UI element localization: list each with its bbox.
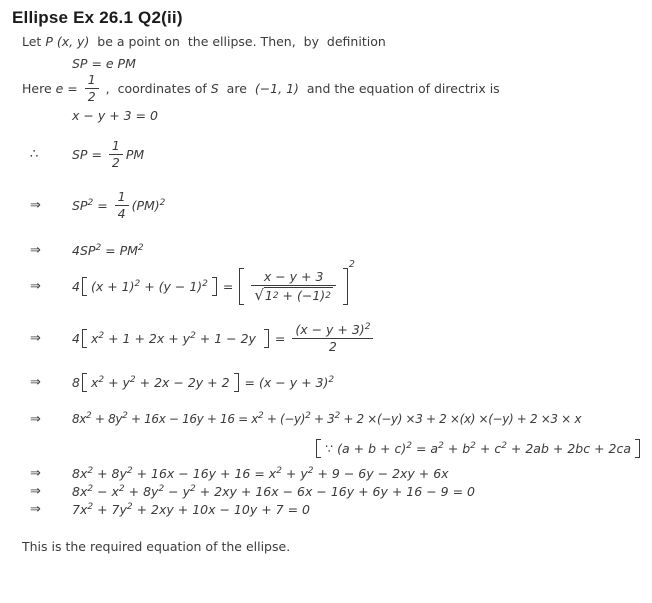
bracketed-group: [316, 439, 640, 458]
implies-symbol: ⇒: [30, 243, 41, 258]
bracket-content: [321, 439, 635, 458]
step-distance-formula: [12, 259, 646, 305]
math-text: 1: [117, 189, 126, 204]
therefore-symbol: ∴: [30, 147, 39, 162]
step-simplified-rhs: [12, 466, 646, 481]
intro-text: [22, 34, 386, 49]
math-text: e =: [55, 81, 82, 96]
math-text: $4SP^2 = PM^2$: [72, 242, 144, 258]
fraction: [292, 323, 373, 354]
equation-text: [72, 243, 144, 258]
equation-text: [72, 484, 475, 499]
math-text: $(x + 1)^2 + (y - 1)^2$: [90, 278, 208, 294]
equation-text: [72, 373, 334, 392]
given-values-line: [12, 73, 646, 104]
math-text: =: [270, 331, 290, 346]
bracketed-group: [82, 373, 239, 392]
definition-equation: [12, 56, 646, 71]
equation-text: [72, 502, 310, 517]
math-text: $x^2 + 1 + 2x + y^2 + 1 - 2y$: [90, 330, 260, 346]
math-text: =: [218, 279, 238, 294]
step-expand-squares: [12, 323, 646, 354]
equation-text: [72, 190, 165, 221]
plain-text: , coordinates of: [101, 81, 211, 96]
math-text: $SP^2$ =: [72, 197, 112, 213]
implies-symbol: ⇒: [30, 412, 41, 427]
math-text: P (x, y): [45, 34, 90, 49]
equation-text: [72, 466, 449, 481]
math-text: 4: [72, 331, 80, 346]
step-square-both-sides: [12, 190, 646, 221]
math-text: $7x^2 + 7y^2 + 2xy + 10x - 10y + 7 = 0$: [72, 501, 310, 517]
math-text: = $(x - y + 3)^2$: [240, 374, 335, 390]
math-text: $8x^2 + 8y^2 + 16x - 16y + 16 = x^2 + (-y)^2 + 3^2 + 2 \times(-y) \times 3 + 2 \times(x) \times(-y) + 2 \times 3 \times x$: [72, 411, 582, 426]
bracketed-group: [82, 277, 217, 296]
conclusion-text: This is the required equation of the ellipse.: [22, 539, 291, 554]
equation-text: [72, 56, 136, 71]
step-expand-trinomial: [12, 412, 646, 427]
equation-text: [72, 259, 357, 305]
step-collect-terms: [12, 484, 646, 499]
identity-note: [12, 439, 646, 458]
math-text: S: [210, 81, 219, 96]
right-bracket: [212, 277, 217, 296]
implies-symbol: ⇒: [30, 279, 41, 294]
given-text: [22, 73, 500, 104]
plain-text: be a point on the ellipse. Then, by definition: [89, 34, 386, 49]
fraction: [251, 270, 336, 303]
fraction-denominator: [251, 286, 336, 303]
directrix-equation: [12, 108, 646, 123]
step-therefore: [12, 139, 646, 170]
math-text: 2: [87, 89, 96, 104]
step-multiply-by-4: [12, 243, 646, 258]
equation-text: [72, 139, 144, 170]
square-root: [254, 287, 333, 303]
math-text: $8x^2 - x^2 + 8y^2 - y^2 + 2xy + 16x - 6x - 16y + 6y + 16 - 9 = 0$: [72, 483, 475, 499]
plain-text: and the equation of directrix is: [298, 81, 500, 96]
math-text: (−1, 1): [254, 81, 299, 96]
bracket-content: [244, 268, 343, 305]
math-text: PM: [125, 147, 145, 162]
fraction-numerator: [292, 323, 373, 339]
fraction-numerator: [85, 73, 99, 89]
step-multiply-by-2: [12, 373, 646, 392]
math-text: $(x - y + 3)^2$: [295, 321, 371, 337]
fraction-numerator: [251, 270, 336, 286]
intro-line: [12, 34, 646, 49]
fraction-denominator: [292, 339, 373, 354]
math-text: $8x^2 + 8y^2 + 16x - 16y + 16 = x^2 + y^2 + 9 - 6y - 2xy + 6x$: [72, 465, 449, 481]
step-final-equation: [12, 502, 646, 517]
math-text: ∵ $(a + b + c)^2 = a^2 + b^2 + c^2 + 2ab + 2bc + 2ca$: [325, 440, 631, 456]
right-bracket: [343, 268, 348, 305]
math-text: 1: [111, 138, 120, 153]
plain-text: Here: [22, 81, 56, 96]
right-bracket: [264, 329, 269, 348]
bracketed-group: x − y + 3 √ 1 2 + (−1) 2 2: [239, 268, 355, 305]
fraction-numerator: [109, 139, 123, 155]
bracket-content: [87, 373, 234, 392]
implies-symbol: ⇒: [30, 502, 41, 517]
right-bracket: [234, 373, 239, 392]
bracket-content: [87, 277, 212, 296]
math-text: SP = e PM: [72, 56, 136, 71]
fraction-denominator: [85, 89, 99, 104]
radical-sign: √: [254, 286, 264, 304]
fraction: [115, 190, 129, 221]
fraction: [109, 139, 123, 170]
radicand: 1 2 + (−1) 2: [264, 288, 331, 303]
fraction: [85, 73, 99, 104]
fraction-numerator: [115, 190, 129, 206]
math-text: x − y + 3 = 0: [72, 108, 158, 123]
math-text: (PM)$^2$: [131, 197, 166, 213]
implies-symbol: ⇒: [30, 466, 41, 481]
math-text: 4: [117, 206, 126, 221]
math-text: SP =: [72, 147, 106, 162]
implies-symbol: ⇒: [30, 331, 41, 346]
plain-text: Let: [22, 34, 46, 49]
identity-text: [314, 439, 642, 458]
implies-symbol: ⇒: [30, 484, 41, 499]
fraction-denominator: [109, 155, 123, 170]
math-text: 4: [72, 279, 80, 294]
math-text: $x^2 + y^2 + 2x - 2y + 2$: [90, 374, 230, 390]
math-text: 2: [111, 155, 120, 170]
math-text: 2: [328, 339, 337, 354]
math-text: 8: [72, 375, 80, 390]
right-bracket: [635, 439, 640, 458]
page-title: Ellipse Ex 26.1 Q2(ii): [12, 8, 183, 27]
bracketed-group: [82, 329, 269, 348]
equation-text: [72, 108, 158, 123]
equation-text: [72, 323, 376, 354]
plain-text: are: [218, 81, 255, 96]
implies-symbol: ⇒: [30, 375, 41, 390]
implies-symbol: ⇒: [30, 198, 41, 213]
equation-text: [72, 412, 581, 427]
math-text: x − y + 3: [263, 269, 324, 284]
math-text: 1: [87, 72, 96, 87]
fraction-denominator: [115, 206, 129, 221]
bracket-content: [87, 329, 264, 348]
